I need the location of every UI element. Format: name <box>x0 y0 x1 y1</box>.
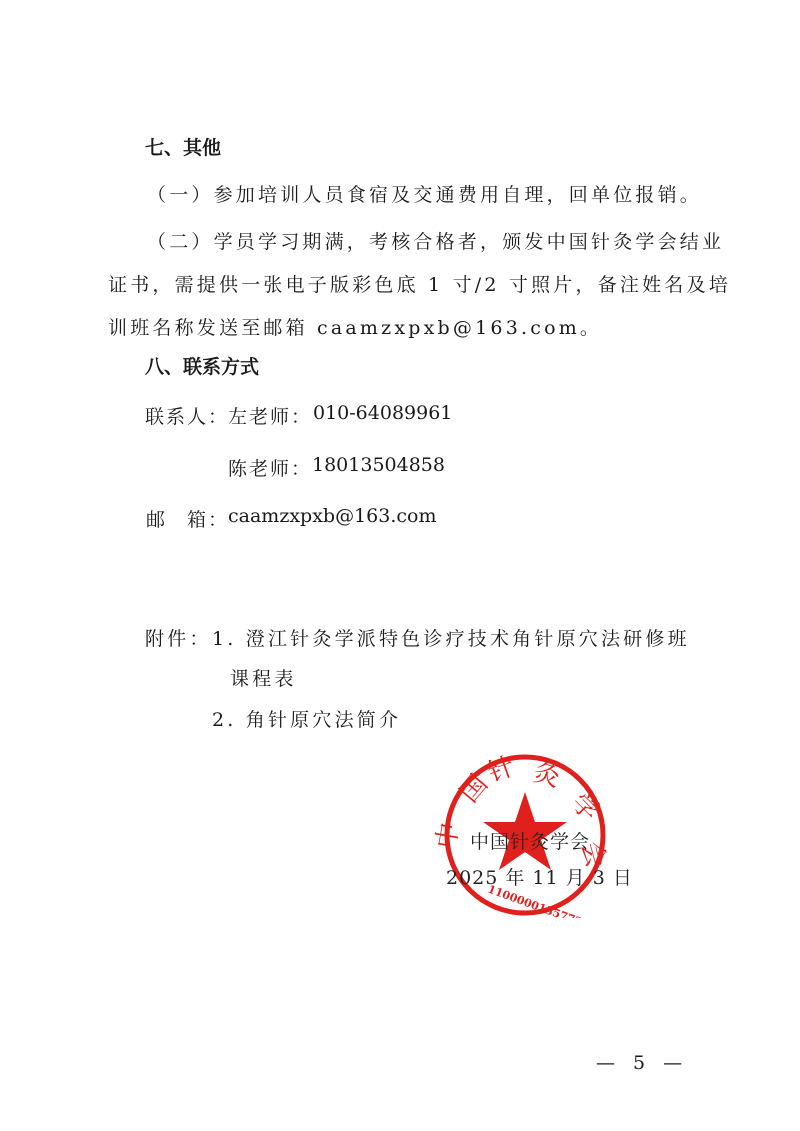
email-value[interactable]: caamzxpxb@163.com <box>228 505 437 527</box>
contact-1-phone: 010-64089961 <box>313 402 453 424</box>
attachment-1-line-1: 1. 澄江针灸学派特色诊疗技术角针原穴法研修班 <box>212 628 690 650</box>
page-number: — 5 — <box>596 1052 689 1074</box>
attachment-1-line-2: 课程表 <box>230 668 297 690</box>
paragraph-item-2-line-3: 训班名称发送至邮箱 caamzxpxb@163.com。 <box>108 317 603 339</box>
section-heading-contact: 八、联系方式 <box>145 356 260 378</box>
paragraph-item-2-line-2: 证书，需提供一张电子版彩色底 1 寸/2 寸照片，备注姓名及培 <box>108 274 731 296</box>
svg-text:1100000155772: 1100000155772 <box>485 882 584 918</box>
contact-2-phone: 18013504858 <box>312 454 445 476</box>
contact-1-name: 左老师： <box>228 406 313 428</box>
svg-text:中: 中 <box>432 820 466 852</box>
svg-text:针: 针 <box>484 752 519 789</box>
contact-2-name: 陈老师： <box>228 458 313 480</box>
attachment-2: 2. 角针原穴法简介 <box>212 709 402 731</box>
section-heading-other: 七、其他 <box>145 137 222 159</box>
attachments-label: 附件： <box>145 628 212 650</box>
signing-organization: 中国针灸学会 <box>470 831 591 853</box>
contact-label: 联系人： <box>145 406 230 428</box>
svg-text:灸: 灸 <box>530 757 564 794</box>
svg-text:会: 会 <box>575 838 611 871</box>
paragraph-item-2-line-1: （二）学员学习期满，考核合格者，颁发中国针灸学会结业 <box>147 231 725 253</box>
svg-text:国: 国 <box>454 769 495 809</box>
email-label-1: 邮 <box>146 509 168 531</box>
paragraph-item-1: （一）参加培训人员食宿及交通费用自理，回单位报销。 <box>147 184 703 206</box>
signing-date: 2025 年 11 月 3 日 <box>446 867 633 889</box>
email-label-2: 箱： <box>187 509 230 531</box>
svg-text:学: 学 <box>565 787 605 828</box>
